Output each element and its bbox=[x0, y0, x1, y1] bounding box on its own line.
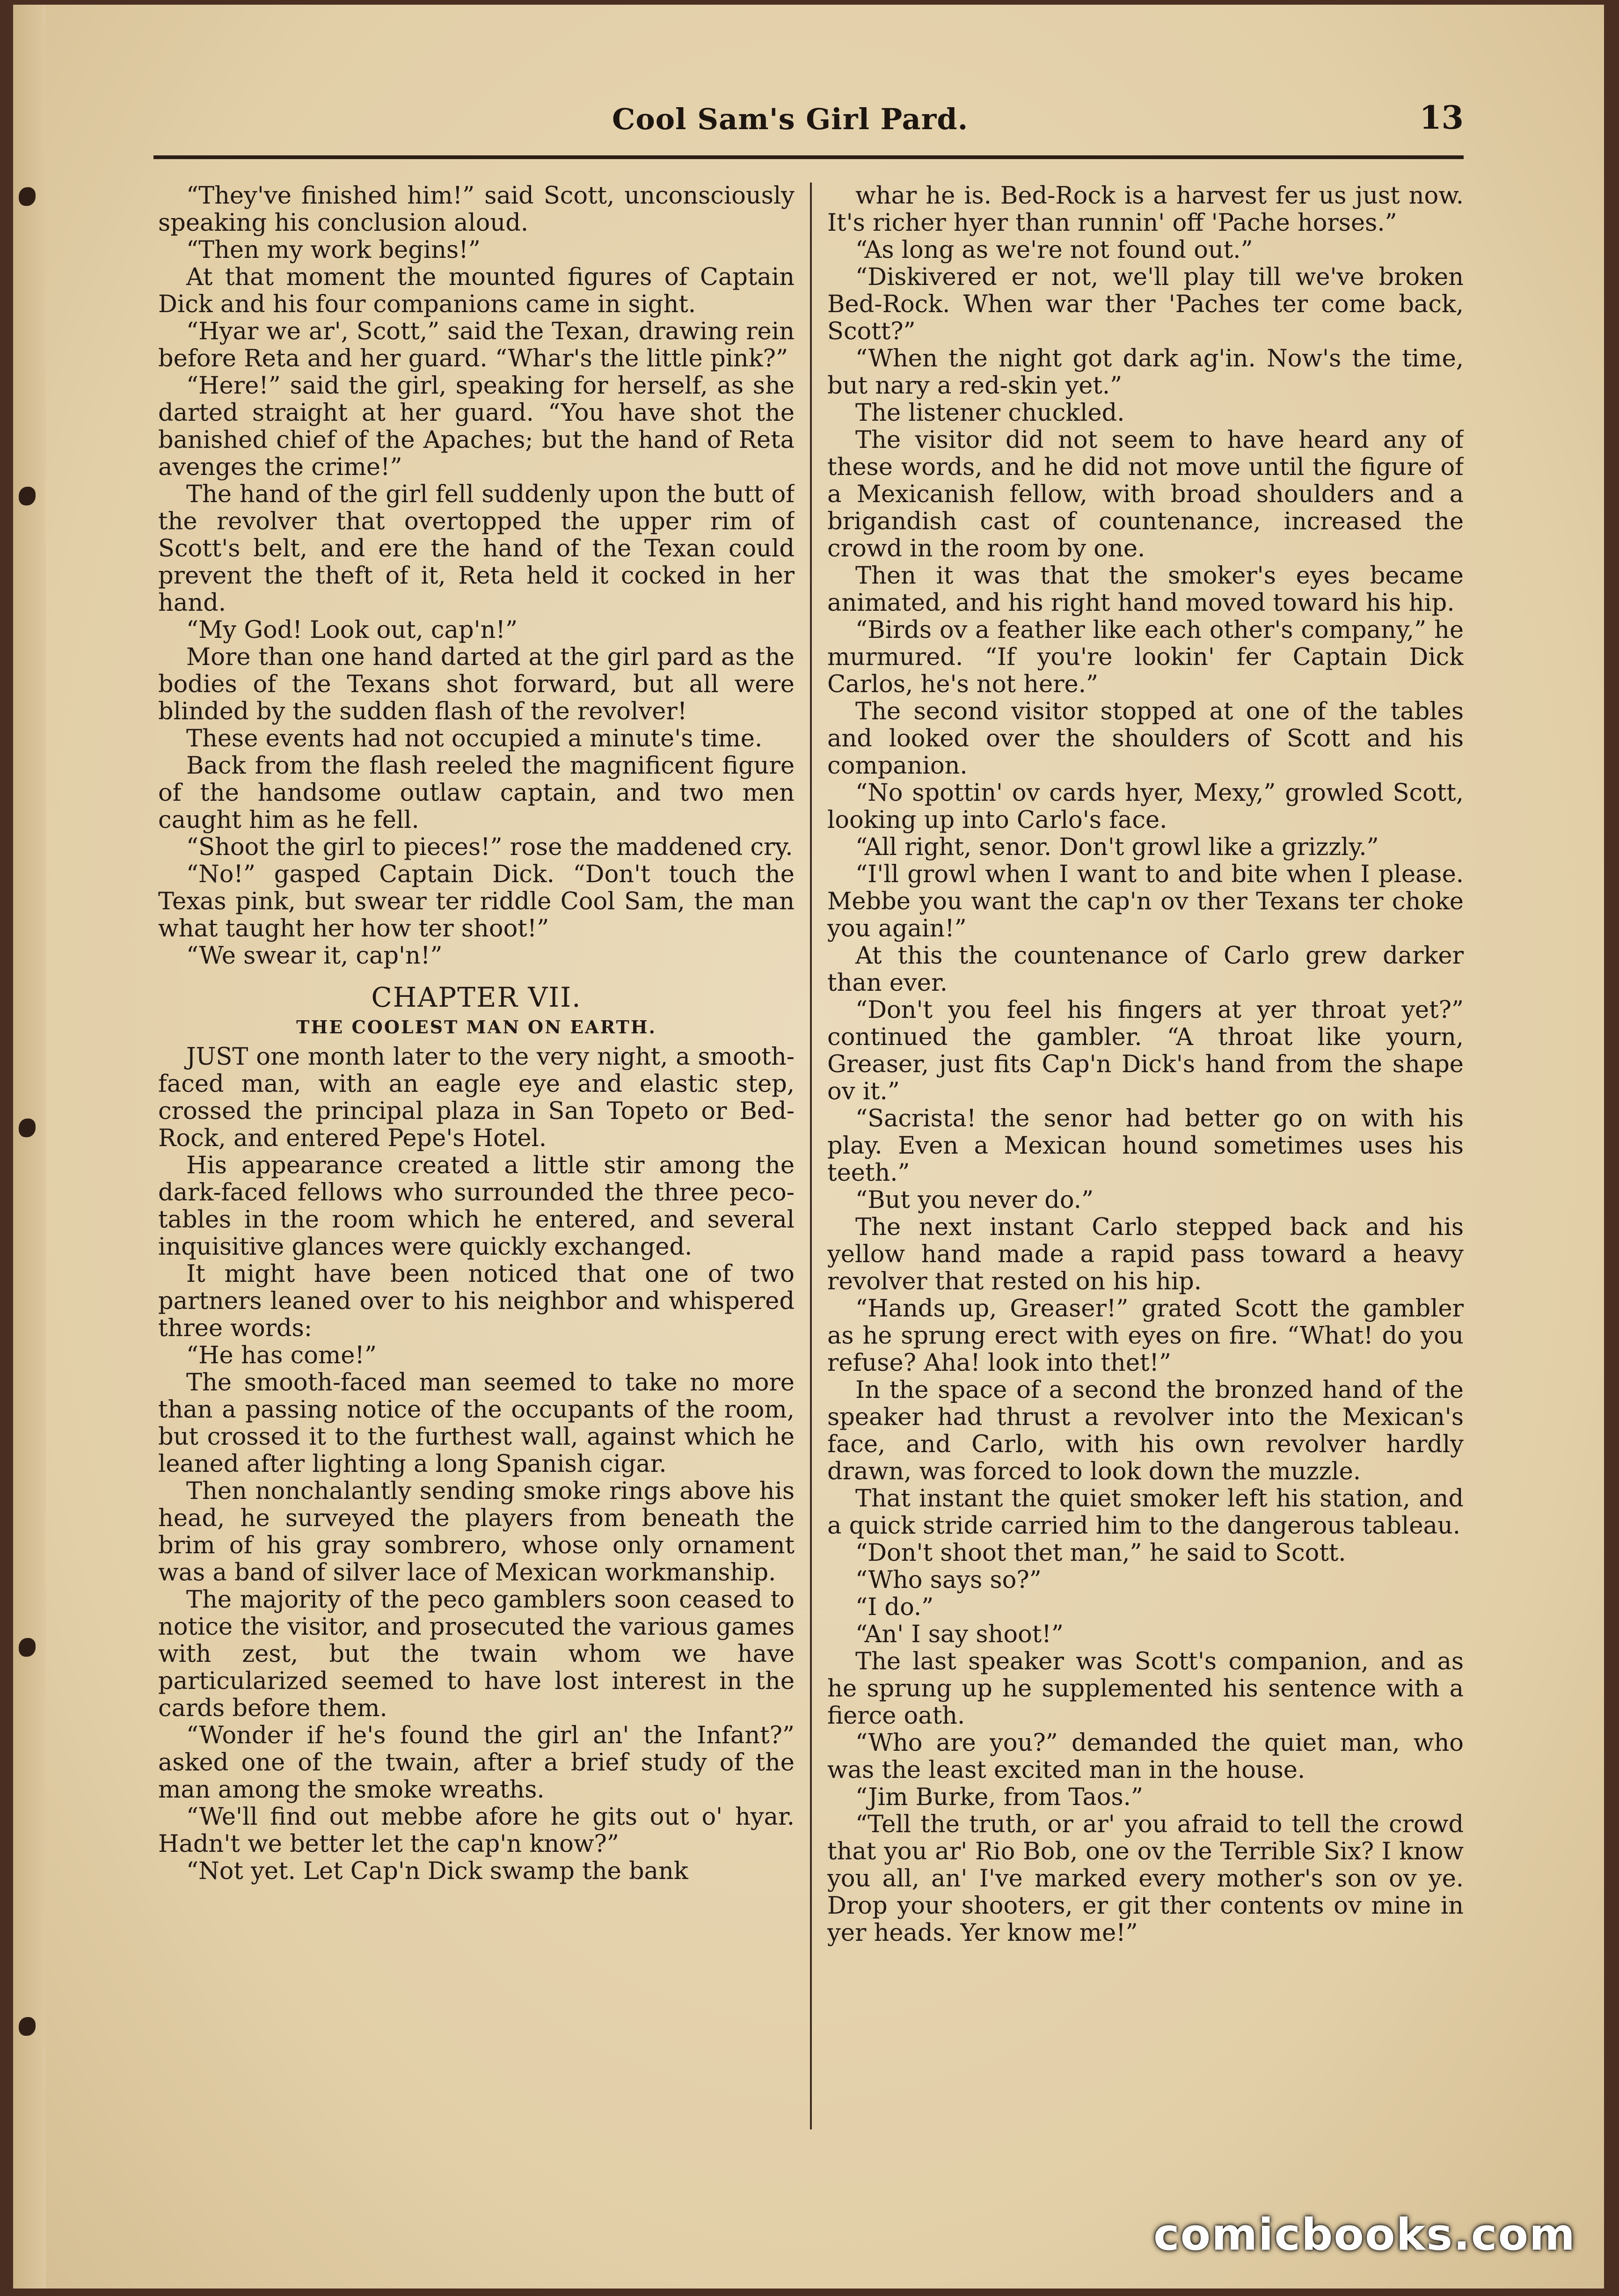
paragraph: “Don't you feel his fingers at yer throat yet?” continued the gambler. “A throat like yourn, Greaser, just fits Cap'n Dick's hand from the shape ov it.” bbox=[827, 996, 1464, 1105]
paragraph: “Shoot the girl to pieces!” rose the maddened cry. bbox=[186, 834, 793, 861]
paragraph: “Not yet. Let Cap'n Dick swamp the bank bbox=[186, 1857, 688, 1885]
running-title: Cool Sam's Girl Pard. bbox=[612, 102, 969, 136]
paragraph: His appearance created a little stir among the dark-faced fellows who surrounded the three peco-tables in the room which he entered, and several inquisitive glances were quickly exchanged. bbox=[158, 1152, 795, 1261]
paragraph: At that moment the mounted figures of Captain Dick and his four companions came in sight. bbox=[158, 263, 795, 318]
paragraph: The visitor did not seem to have heard any of these words, and he did not move until the figure of a Mexicanish fellow, with broad shoulders and a brigandish cast of countenance, increased the crowd in the room by one. bbox=[827, 426, 1464, 563]
paragraph: “Birds ov a feather like each other's company,” he murmured. “If you're lookin' fer Captain Dick Carlos, he's not here.” bbox=[827, 616, 1464, 698]
paragraph: “We swear it, cap'n!” bbox=[186, 942, 443, 970]
paragraph: In the space of a second the bronzed hand of the speaker had thrust a revolver into the Mexican's face, and Carlo, with his own revolver hardly drawn, was forced to look down the muzzle. bbox=[827, 1376, 1464, 1485]
paragraph: “When the night got dark ag'in. Now's the time, but nary a red-skin yet.” bbox=[827, 345, 1464, 400]
column-divider bbox=[810, 183, 812, 2129]
paragraph: “Tell the truth, or ar' you afraid to tell the crowd that you ar' Rio Bob, one ov the Terrible Six? I know you all, an' I've marked every mother's son ov ye. Drop your shooters, er git ther contents ov mine in yer heads. Yer know me!” bbox=[827, 1811, 1464, 1947]
right-column bbox=[827, 183, 1464, 2148]
paragraph: “Here!” said the girl, speaking for herself, as she darted straight at her guard. “You have shot the banished chief of the Apaches; but the hand of Reta avenges the crime!” bbox=[158, 372, 795, 481]
paragraph: “We'll find out mebbe afore he gits out o' hyar. Hadn't we better let the cap'n know?” bbox=[158, 1803, 795, 1858]
binding-stitch bbox=[19, 187, 36, 206]
binding-stitch bbox=[19, 2017, 36, 2036]
watermark-text: comicbooks.com bbox=[1153, 2209, 1576, 2260]
paragraph: The majority of the peco gamblers soon ceased to notice the visitor, and prosecuted the various games with zest, but the twain whom we have particularized seemed to have lost interest in the cards before them. bbox=[158, 1586, 795, 1722]
paragraph: The last speaker was Scott's companion, and as he sprung up he supplemented his sentence with a fierce oath. bbox=[827, 1648, 1464, 1730]
paragraph: Then it was that the smoker's eyes became animated, and his right hand moved toward his hip. bbox=[827, 562, 1464, 617]
paragraph: “I do.” bbox=[855, 1594, 934, 1621]
paragraph: “No!” gasped Captain Dick. “Don't touch the Texas pink, but swear ter riddle Cool Sam, the man what taught her how ter shoot!” bbox=[158, 861, 795, 943]
paragraph: “All right, senor. Don't growl like a grizzly.” bbox=[855, 834, 1379, 861]
paragraph: “Who are you?” demanded the quiet man, who was the least excited man in the house. bbox=[827, 1729, 1464, 1784]
paragraph: It might have been noticed that one of two partners leaned over to his neighbor and whispered three words: bbox=[158, 1260, 795, 1342]
paragraph: The next instant Carlo stepped back and his yellow hand made a rapid pass toward a heavy revolver that rested on his hip. bbox=[827, 1214, 1464, 1295]
paragraph: “They've finished him!” said Scott, unconsciously speaking his conclusion aloud. bbox=[158, 183, 795, 237]
paragraph: “Sacrista! the senor had better go on with his play. Even a Mexican hound sometimes uses his teeth.” bbox=[827, 1105, 1464, 1187]
paragraph: “Who says so?” bbox=[855, 1566, 1042, 1594]
paragraph: “As long as we're not found out.” bbox=[855, 236, 1253, 264]
paragraph: The listener chuckled. bbox=[855, 399, 1125, 427]
paragraph: That instant the quiet smoker left his station, and a quick stride carried him to the dangerous tableau. bbox=[827, 1485, 1464, 1540]
left-column bbox=[158, 183, 795, 2148]
paragraph: “No spottin' ov cards hyer, Mexy,” growled Scott, looking up into Carlo's face. bbox=[827, 779, 1464, 834]
binding-stitch bbox=[19, 487, 36, 505]
paragraph: “But you never do.” bbox=[855, 1186, 1094, 1214]
chapter-title: CHAPTER VII. bbox=[371, 981, 582, 1013]
paragraph: The smooth-faced man seemed to take no more than a passing notice of the occupants of the room, but crossed it to the furthest wall, against which he leaned after lighting a long Spanish cigar. bbox=[158, 1369, 795, 1478]
paragraph: whar he is. Bed-Rock is a harvest fer us just now. It's richer hyer than runnin' off 'Pache horses.” bbox=[827, 183, 1464, 237]
paragraph: The hand of the girl fell suddenly upon the butt of the revolver that overtopped the upper rim of Scott's belt, and ere the hand of the Texan could prevent the theft of it, Reta held it cocked in her hand. bbox=[158, 481, 795, 617]
paragraph: “Hands up, Greaser!” grated Scott the gambler as he sprung erect with eyes on fire. “What! do you refuse? Aha! look into thet!” bbox=[827, 1295, 1464, 1377]
paragraph: “Don't shoot thet man,” he said to Scott. bbox=[855, 1539, 1346, 1567]
right-paragraphs bbox=[827, 183, 1464, 1947]
binding-edge bbox=[13, 5, 46, 2289]
paragraph: “An' I say shoot!” bbox=[855, 1621, 1064, 1648]
chapter-subtitle: THE COOLEST MAN ON EARTH. bbox=[296, 1016, 656, 1038]
paragraph: “He has come!” bbox=[186, 1342, 377, 1369]
paragraph: “Diskivered er not, we'll play till we've broken Bed-Rock. When war ther 'Paches ter come back, Scott?” bbox=[827, 263, 1464, 345]
binding-stitch bbox=[19, 1638, 36, 1657]
paragraph: “Hyar we ar', Scott,” said the Texan, drawing rein before Reta and her guard. “Whar's the little pink?” bbox=[158, 318, 795, 373]
paragraph: More than one hand darted at the girl pard as the bodies of the Texans shot forward, but all were blinded by the sudden flash of the revolver! bbox=[158, 643, 795, 725]
paragraph: “Wonder if he's found the girl an' the Infant?” asked one of the twain, after a brief study of the man among the smoke wreaths. bbox=[158, 1722, 795, 1804]
book-page bbox=[13, 5, 1604, 2289]
paragraph: The second visitor stopped at one of the tables and looked over the shoulders of Scott and his companion. bbox=[827, 698, 1464, 780]
paragraph: JUST one month later to the very night, a smooth-faced man, with an eagle eye and elastic step, crossed the principal plaza in San Topeto or Bed-Rock, and entered Pepe's Hotel. bbox=[158, 1043, 795, 1152]
paragraph: “I'll growl when I want to and bite when I please. Mebbe you want the cap'n ov ther Texans ter choke you again!” bbox=[827, 861, 1464, 943]
paragraph: “Jim Burke, from Taos.” bbox=[855, 1784, 1143, 1811]
page-header bbox=[153, 94, 1464, 150]
header-rule bbox=[153, 155, 1464, 159]
paragraph: “Then my work begins!” bbox=[186, 236, 481, 264]
left-paragraphs-after bbox=[158, 1044, 795, 1885]
paragraph: “My God! Look out, cap'n!” bbox=[186, 616, 518, 644]
paragraph: Back from the flash reeled the magnificent figure of the handsome outlaw captain, and two men caught him as he fell. bbox=[158, 752, 795, 834]
paragraph: These events had not occupied a minute's time. bbox=[186, 725, 763, 753]
paragraph: At this the countenance of Carlo grew darker than ever. bbox=[827, 942, 1464, 997]
paragraph: Then nonchalantly sending smoke rings above his head, he surveyed the players from beneath the brim of his gray sombrero, whose only ornament was a band of silver lace of Mexican workmanship. bbox=[158, 1477, 795, 1587]
binding-stitch bbox=[19, 1119, 36, 1137]
page-number: 13 bbox=[1419, 99, 1464, 137]
left-paragraphs-before bbox=[158, 183, 795, 970]
